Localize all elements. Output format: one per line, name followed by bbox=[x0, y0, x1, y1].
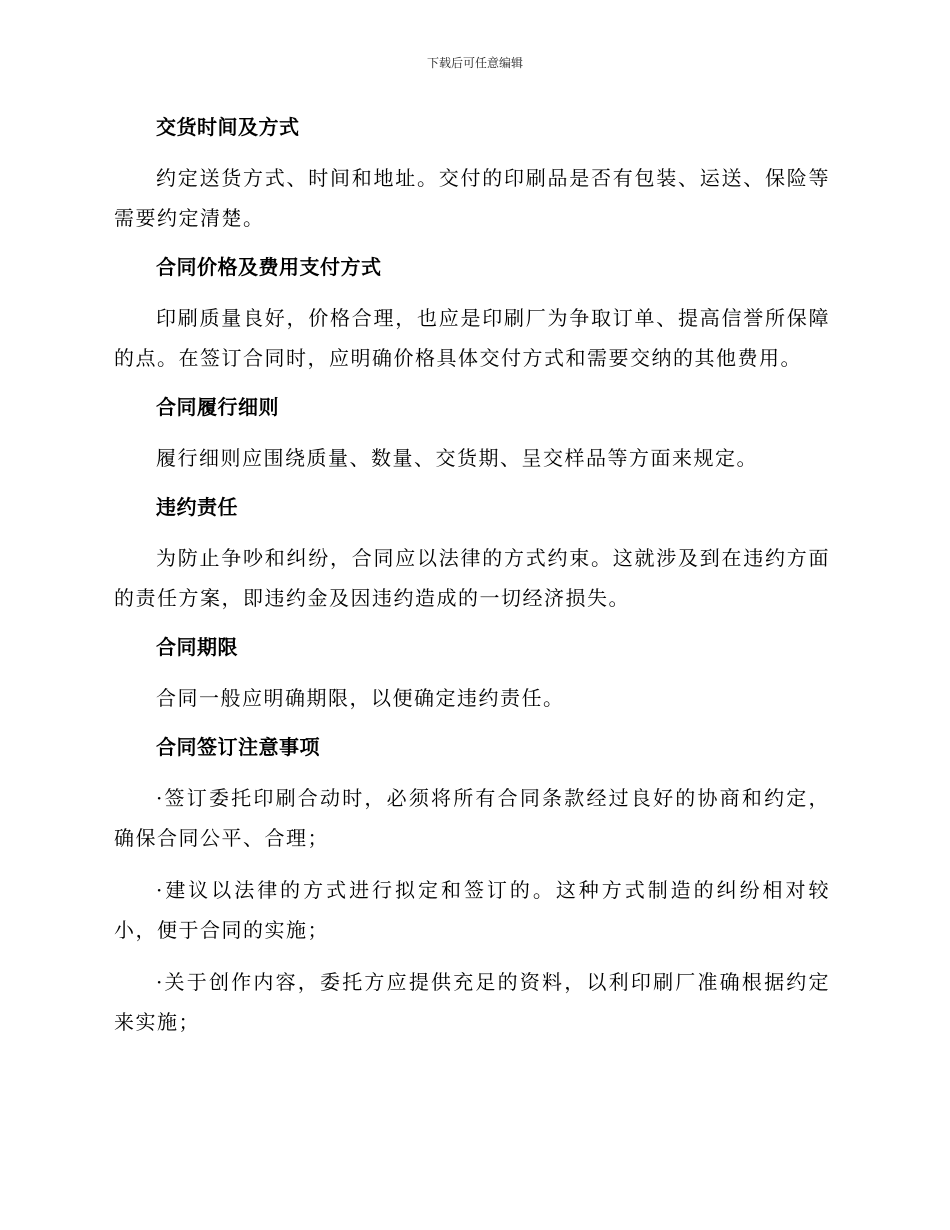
section-heading: 合同履行细则 bbox=[156, 395, 279, 419]
section-price-payment bbox=[114, 250, 830, 378]
section-signing-notes bbox=[114, 730, 830, 1042]
bullet-item: ·关于创作内容，委托方应提供充足的资料，以利印刷厂准确根据约定来实施； bbox=[114, 970, 830, 1034]
section-delivery bbox=[114, 110, 830, 238]
section-breach-liability bbox=[114, 490, 830, 618]
section-heading: 合同签订注意事项 bbox=[156, 735, 320, 759]
section-heading: 违约责任 bbox=[156, 495, 238, 519]
section-contract-term bbox=[114, 630, 830, 718]
section-performance-rules bbox=[114, 390, 830, 478]
bullet-item: ·建议以法律的方式进行拟定和签订的。这种方式制造的纠纷相对较小，便于合同的实施； bbox=[114, 878, 830, 942]
bullet-item: ·签订委托印刷合动时，必须将所有合同条款经过良好的协商和约定，确保合同公平、合理； bbox=[114, 786, 830, 850]
document-body bbox=[114, 110, 830, 1054]
section-paragraph: 合同一般应明确期限，以便确定违约责任。 bbox=[156, 686, 565, 710]
section-paragraph: 约定送货方式、时间和地址。交付的印刷品是否有包装、运送、保险等需要约定清楚。 bbox=[114, 166, 830, 230]
page-header: 下载后可任意编辑 bbox=[426, 56, 523, 70]
section-paragraph: 为防止争吵和纠纷，合同应以法律的方式约束。这就涉及到在违约方面的责任方案，即违约金及因违约造成的一切经济损失。 bbox=[114, 546, 830, 610]
section-heading: 交货时间及方式 bbox=[156, 115, 300, 139]
section-heading: 合同期限 bbox=[156, 635, 238, 659]
section-heading: 合同价格及费用支付方式 bbox=[156, 255, 382, 279]
section-paragraph: 印刷质量良好，价格合理，也应是印刷厂为争取订单、提高信誉所保障的点。在签订合同时，应明确价格具体交付方式和需要交纳的其他费用。 bbox=[114, 306, 830, 370]
section-paragraph: 履行细则应围绕质量、数量、交货期、呈交样品等方面来规定。 bbox=[156, 446, 758, 470]
